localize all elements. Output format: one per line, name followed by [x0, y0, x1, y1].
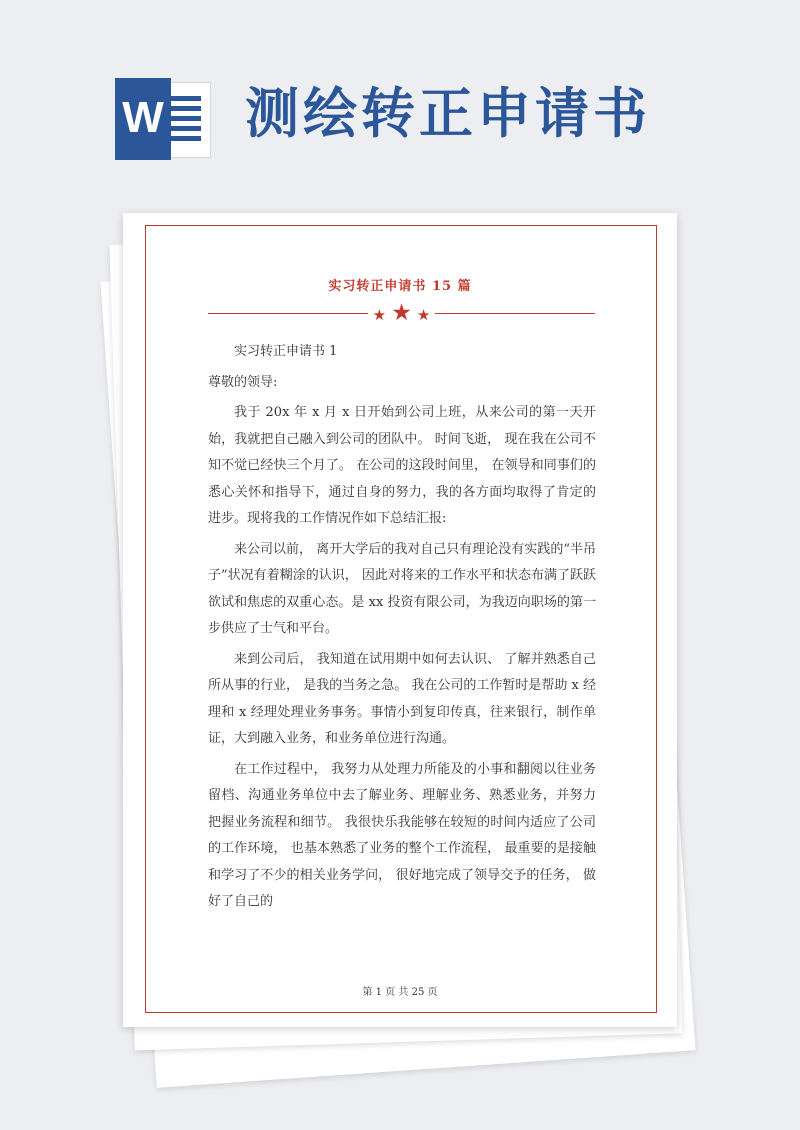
title-stars: [368, 299, 435, 327]
banner-title: 测绘转正申请书: [245, 82, 651, 145]
section-heading: 实习转正申请书 1: [234, 344, 338, 359]
document-title: 实习转正申请书 15 篇: [328, 279, 472, 294]
star-icon: ★: [416, 306, 431, 324]
paragraph: 我于 20x 年 x 月 x 日开始到公司上班，从来公司的第一天开始，我就把自己融入到公司的团队中。 时间飞逝， 现在我在公司不知不觉已经快三个月了。 在公司的这段时间里， 在领导和同事们的悉心关怀和指导下，通过自身的努力，我的各方面均取得了肯定的进步。现将我的工作情况作如下总结汇报:: [208, 405, 596, 526]
word-logo-letter: W: [122, 93, 164, 142]
paragraph: 来到公司后， 我知道在试用期中如何去认识、 了解并熟悉自己所从事的行业， 是我的当务之急。 我在公司的工作暂时是帮助 x 经理和 x 经理处理业务事务。事情小到复印传真，往来银行，制作单证，大到融入业务，和业务单位进行沟通。: [208, 651, 596, 746]
paragraph: 在工作过程中， 我努力从处理力所能及的小事和翻阅以往业务留档、沟通业务单位中去了解业务、理解业务、熟悉业务，并努力把握业务流程和细节。 我很快乐我能够在较短的时间内适应了公司的工作环境， 也基本熟悉了业务的整个工作流程， 最重要的是接触和学习了不少的相关业务学问， 很好地完成了领导交予的任务， 做好了自己的: [208, 761, 596, 909]
document-body: [208, 339, 596, 920]
word-logo: [115, 78, 211, 160]
word-icon: [115, 78, 171, 160]
title-rule-right: [435, 313, 595, 314]
title-rule-left: [208, 313, 368, 314]
document-page: [123, 213, 677, 1027]
star-icon: ★: [372, 306, 387, 324]
salutation: 尊敬的领导:: [208, 374, 278, 390]
star-icon: ★: [391, 300, 412, 326]
page-footer: 第 1 页 共 25 页: [362, 987, 438, 998]
paragraph: 来公司以前， 离开大学后的我对自己只有理论没有实践的“半吊子”状况有着糊涂的认识， 因此对将来的工作水平和状态布满了跃跃欲试和焦虑的双重心态。是 xx 投资有限公司，为我迈向职场的第一步供应了士气和平台。: [208, 541, 596, 636]
